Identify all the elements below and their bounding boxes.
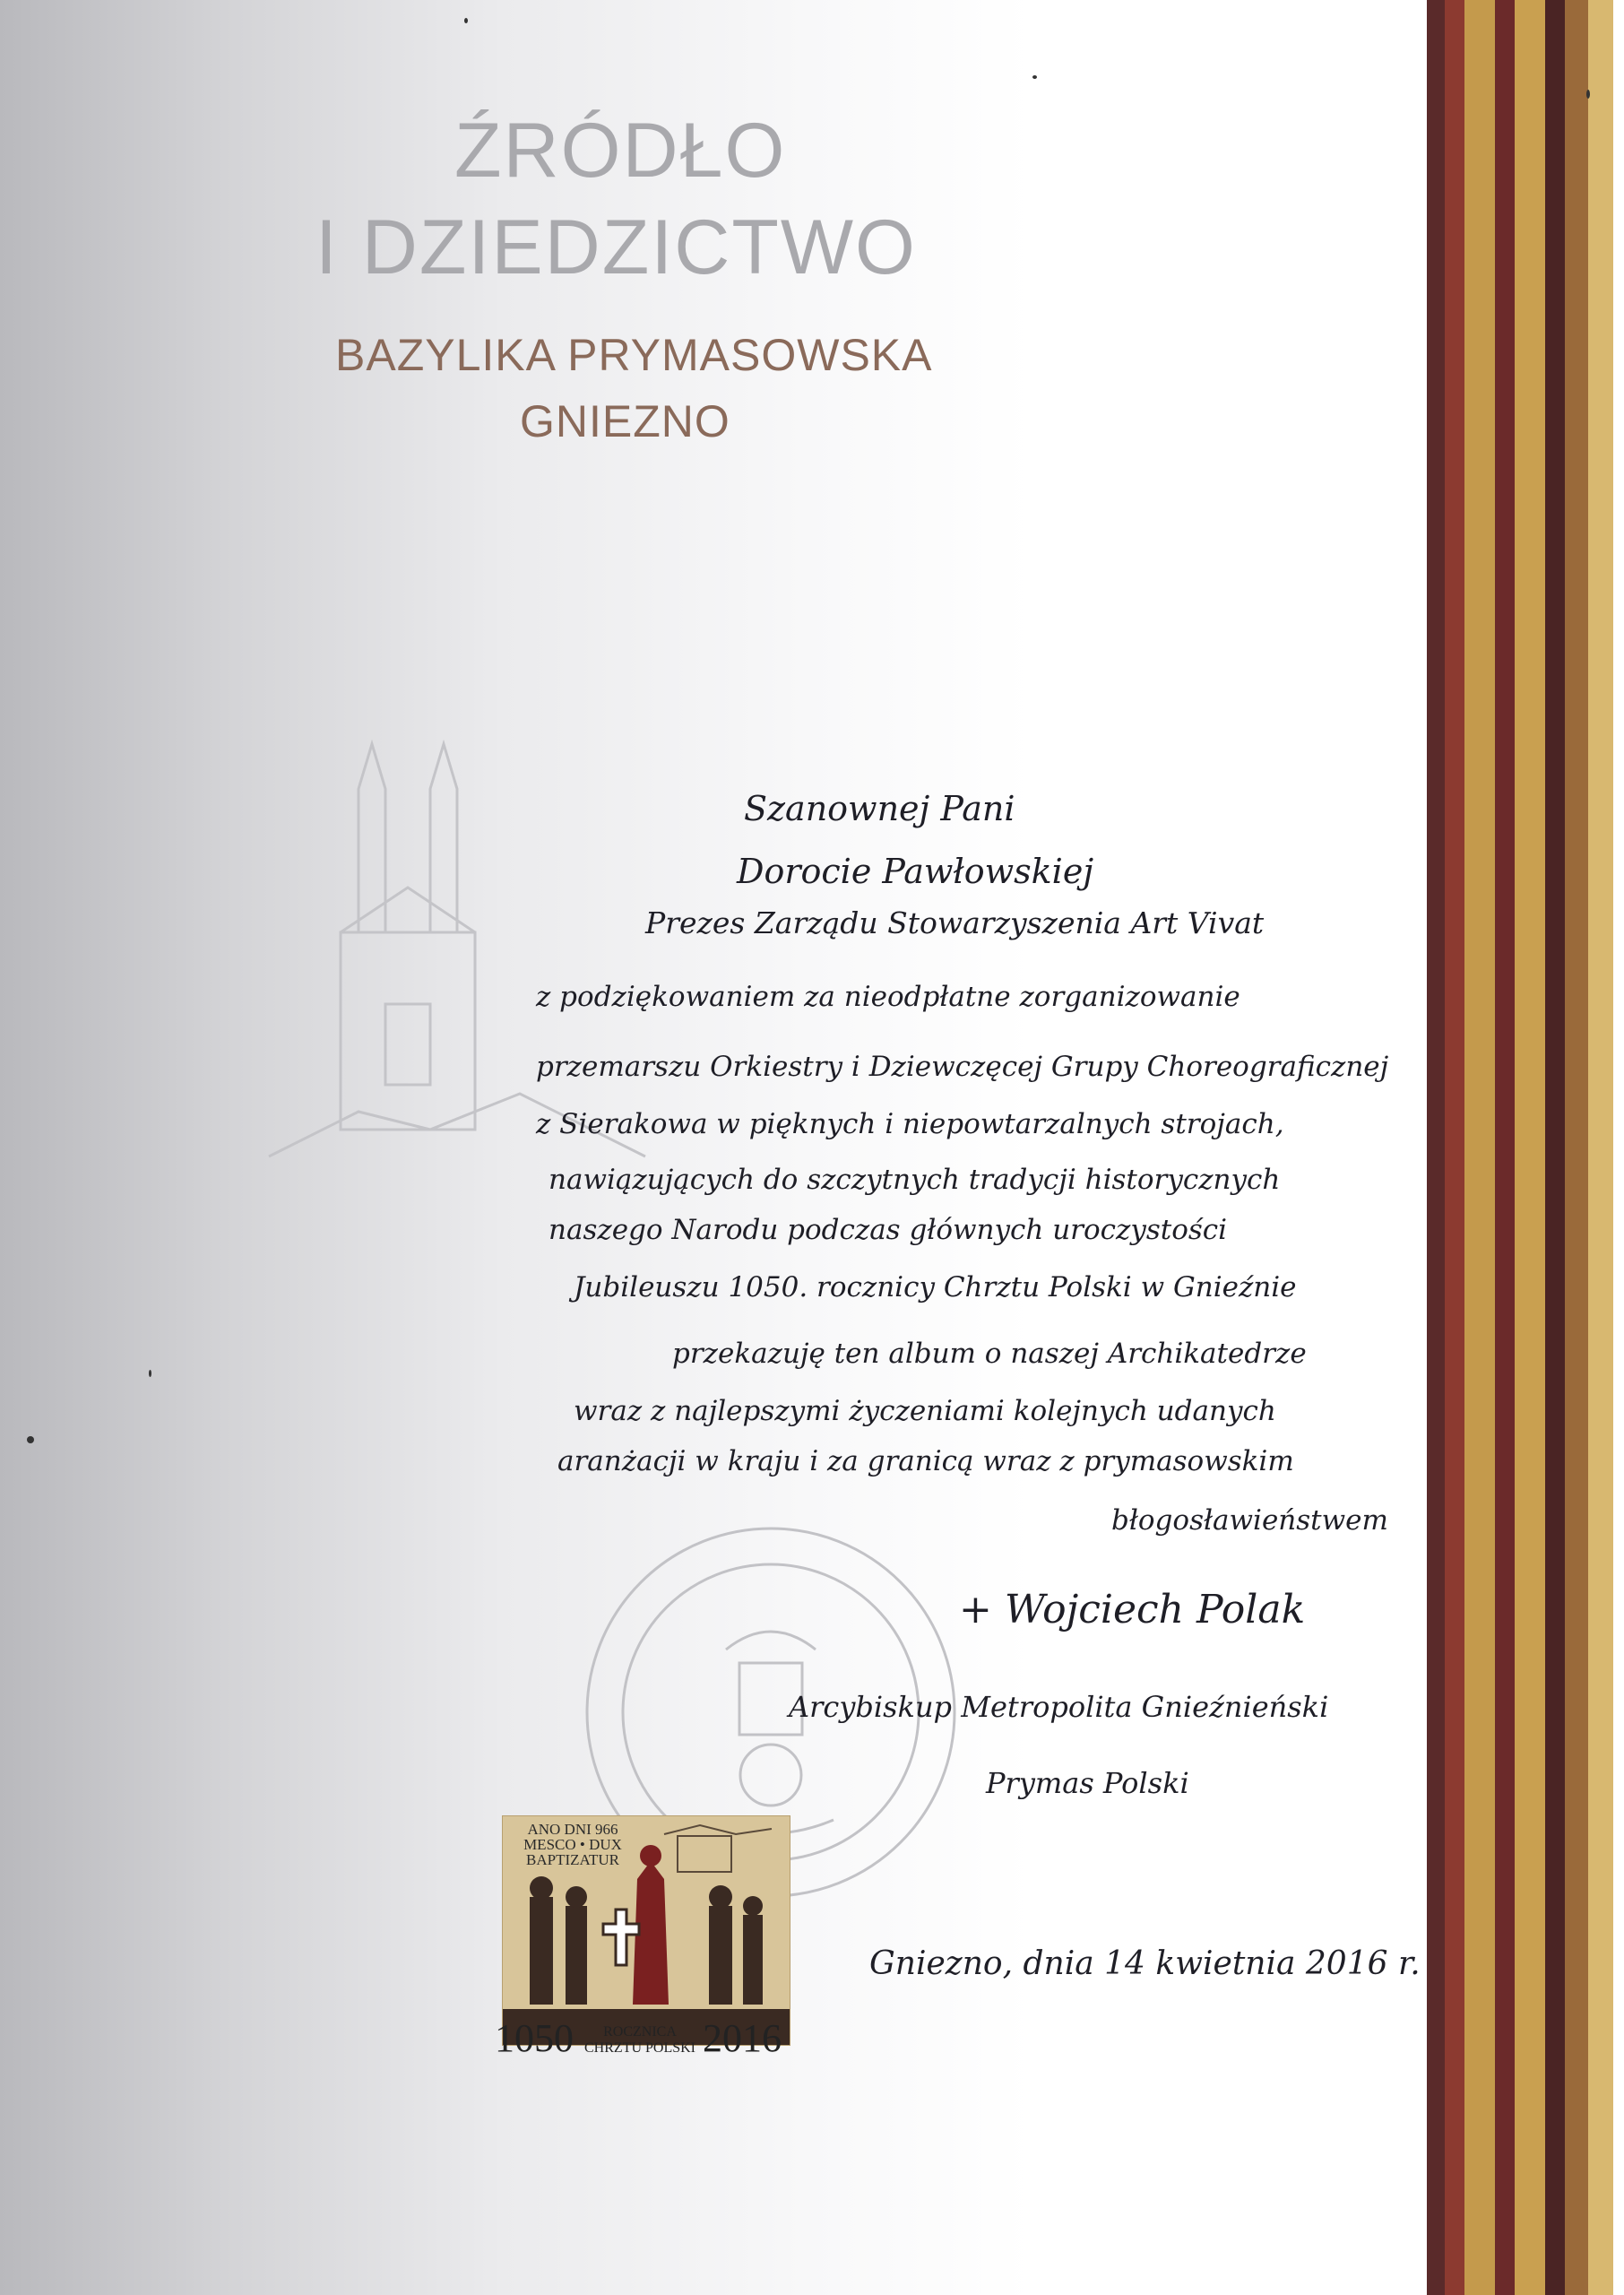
body-line: przekazuję ten album o naszej Archikatedrze xyxy=(672,1338,1307,1370)
jubilee-stamp xyxy=(502,1815,790,2046)
jubilee-year: 2016 xyxy=(703,2016,782,2060)
stripe xyxy=(1588,0,1613,2295)
stamp-text-line: ANO DNI 966 xyxy=(527,1821,618,1838)
stripe xyxy=(1464,0,1495,2295)
body-line: przemarszu Orkiestry i Dziewczęcej Grupy Choreograficznej xyxy=(536,1051,1389,1083)
jubilee-number: 1050 xyxy=(495,2016,574,2060)
stripe xyxy=(1427,0,1445,2295)
title-line-2: I DZIEDZICTWO xyxy=(315,204,917,290)
title-line-1: ŹRÓDŁO xyxy=(454,108,787,194)
jubilee-label-line: ROCZNICA xyxy=(603,2024,677,2040)
scan-speck xyxy=(27,1436,34,1443)
salutation-line-2: Dorocie Pawłowskiej xyxy=(737,852,1094,891)
body-line: z podziękowaniem za nieodpłatne zorganizowanie xyxy=(536,981,1240,1013)
scan-speck xyxy=(464,18,468,23)
scan-speck xyxy=(149,1370,151,1377)
body-line: nawiązujących do szczytnych tradycji historycznych xyxy=(549,1164,1281,1196)
signature-title-line-2: Prymas Polski xyxy=(986,1766,1189,1800)
salutation-line-1: Szanownej Pani xyxy=(744,789,1015,828)
subtitle-line-2: GNIEZNO xyxy=(520,396,730,446)
stripe xyxy=(1565,0,1588,2295)
jubilee-label-line: CHRZTU POLSKI xyxy=(584,2040,696,2056)
stamp-text-line: BAPTIZATUR xyxy=(526,1851,619,1868)
subtitle-line-1: BAZYLIKA PRYMASOWSKA xyxy=(335,330,933,380)
stripe xyxy=(1515,0,1545,2295)
body-line: błogosławieństwem xyxy=(1111,1504,1388,1537)
stamp-text-line: MESCO • DUX xyxy=(523,1836,622,1853)
stamp-inscription xyxy=(510,1822,635,1867)
stripe xyxy=(1495,0,1515,2295)
date-line: Gniezno, dnia 14 kwietnia 2016 r. xyxy=(869,1945,1421,1982)
body-line: Jubileuszu 1050. rocznicy Chrztu Polski w Gnieźnie xyxy=(574,1271,1297,1303)
jubilee-label xyxy=(584,2024,695,2057)
signature-title-line-1: Arcybiskup Metropolita Gnieźnieński xyxy=(789,1690,1329,1724)
body-line: aranżacji w kraju i za granicą wraz z prymasowskim xyxy=(557,1445,1294,1477)
signature: + Wojciech Polak xyxy=(959,1587,1306,1632)
jubilee-logo xyxy=(495,2015,799,2078)
stripe xyxy=(1545,0,1565,2295)
body-line: z Sierakowa w pięknych i niepowtarzalnych strojach, xyxy=(536,1108,1284,1140)
decorative-stripes xyxy=(1427,0,1613,2295)
scan-speck xyxy=(1586,90,1590,99)
body-line: wraz z najlepszymi życzeniami kolejnych udanych xyxy=(574,1395,1276,1427)
stripe xyxy=(1445,0,1464,2295)
salutation-line-3: Prezes Zarządu Stowarzyszenia Art Vivat xyxy=(645,905,1265,940)
scan-speck xyxy=(1032,75,1037,79)
body-line: naszego Narodu podczas głównych uroczystości xyxy=(549,1214,1228,1246)
